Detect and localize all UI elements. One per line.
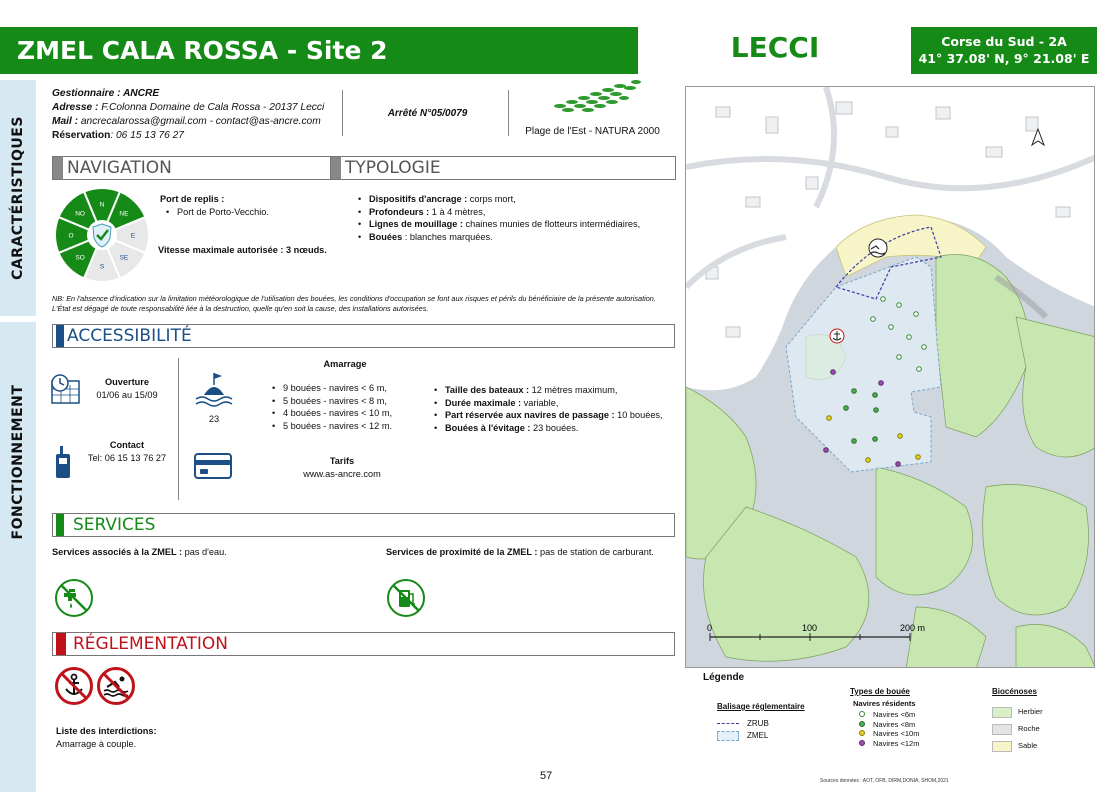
typo-label: Bouées <box>369 231 403 242</box>
zmel-zone <box>786 257 941 472</box>
typo-item <box>358 218 678 231</box>
buoy-count: 23 <box>208 414 220 424</box>
shield-check-icon <box>93 224 111 247</box>
section-marker <box>56 325 64 347</box>
typo-item <box>358 206 678 219</box>
tarifs-label: Tarifs <box>329 456 355 466</box>
payment-card-icon <box>194 453 232 479</box>
tarifs-block <box>282 455 402 480</box>
typo-label: Profondeurs : <box>369 206 430 217</box>
legend-type <box>859 710 919 720</box>
buoy-swatch <box>859 721 865 727</box>
detail-value: 12 mètres maximum, <box>529 385 618 395</box>
compass-label-e: E <box>130 232 136 240</box>
services-nearby-label: Services de proximité de la ZMEL : <box>386 547 538 557</box>
detail-item <box>434 397 679 410</box>
compass-label-o: O <box>68 232 74 240</box>
management-block <box>52 87 342 143</box>
type-label: Navires <8m <box>873 719 916 729</box>
no-swimming-icon <box>97 667 135 705</box>
detail-item <box>434 422 679 435</box>
buoy-item: • 4 bouées - navires < 10 m, <box>272 407 432 420</box>
compass-label-n: N <box>99 201 105 209</box>
detail-value: 10 bouées, <box>614 410 663 420</box>
legend-residents: Navires résidents <box>853 699 916 708</box>
calendar-clock-icon <box>49 373 81 405</box>
gestionnaire: Gestionnaire : ANCRE <box>52 88 160 99</box>
legend-bio <box>992 737 1043 754</box>
type-label: Navires <10m <box>873 729 920 738</box>
port-label: Port de replis : <box>160 194 225 204</box>
bio-label: Sable <box>1018 741 1038 750</box>
detail-value: 23 bouées. <box>530 422 579 433</box>
compass-label-so: SO <box>75 254 85 262</box>
typo-label: Dispositifs d'ancrage : <box>369 194 468 204</box>
detail-label: Bouées à l'évitage : <box>445 422 531 433</box>
typo-item <box>358 193 678 206</box>
legend-type <box>859 720 919 730</box>
arrete: Arrêté N°05/0079 <box>387 108 468 119</box>
detail-label: Taille des bateaux : <box>445 385 530 395</box>
interdictions-label: Liste des interdictions: <box>56 726 157 736</box>
divider <box>508 90 509 136</box>
services-nearby <box>386 546 686 559</box>
type-label: Navires <12m <box>873 738 920 748</box>
max-speed: Vitesse maximale autorisée : 3 nœuds. <box>158 245 327 255</box>
amarrage-details <box>434 384 679 434</box>
port-value: • Port de Porto-Vecchio. <box>166 206 340 219</box>
vhf-radio-icon <box>52 444 74 480</box>
typo-value: corps mort, <box>467 194 516 204</box>
legend-bio <box>992 720 1043 737</box>
typologie-list <box>358 193 678 243</box>
bio-swatch <box>992 741 1012 752</box>
legend-balisage-title: Balisage réglementaire <box>717 702 805 711</box>
section-header-typologie <box>330 156 676 180</box>
type-label: Navires <6m <box>873 710 916 719</box>
detail-item <box>434 409 679 422</box>
legend-zrub <box>717 719 769 728</box>
side-label-characteristics: CARACTÉRISTIQUES <box>10 116 26 280</box>
mail-value[interactable]: ancrecalarossa@gmail.com - contact@as-ancre.com <box>80 116 321 127</box>
scale-label: 200 m <box>900 623 926 633</box>
reservation-value: : 06 15 13 76 27 <box>110 130 184 141</box>
bio-swatch <box>992 724 1012 735</box>
interdictions-block <box>56 725 356 750</box>
natura-label: Plage de l'Est - NATURA 2000 <box>525 126 660 137</box>
adresse-label: Adresse : <box>52 102 99 113</box>
section-title: SERVICES <box>73 515 156 535</box>
legend-type <box>859 739 919 749</box>
compass-label-ne: NE <box>119 210 129 218</box>
typo-item <box>358 231 678 244</box>
region-box <box>911 27 1097 74</box>
legend-bio <box>992 703 1043 720</box>
section-marker <box>53 157 63 179</box>
adresse-value: F.Colonna Domaine de Cala Rossa - 20137 Lecci <box>101 102 325 113</box>
section-header-accessibilite <box>52 324 675 348</box>
compass-rose <box>53 186 151 284</box>
section-header-navigation <box>52 156 342 180</box>
side-band-characteristics <box>0 80 36 316</box>
no-water-icon <box>55 579 93 617</box>
bio-swatch <box>992 707 1012 718</box>
map-view[interactable] <box>685 86 1095 668</box>
legend-bio-list <box>992 703 1043 754</box>
detail-label: Part réservée aux navires de passage : <box>445 410 615 420</box>
divider <box>178 358 179 500</box>
section-header-reglementation <box>52 632 675 656</box>
port-block <box>160 193 340 218</box>
map-canvas <box>686 87 1095 668</box>
buoy-swatch <box>859 711 865 717</box>
section-title: NAVIGATION <box>67 158 172 178</box>
section-header-services <box>52 513 675 537</box>
compass-label-se: SE <box>119 254 129 262</box>
mail-label: Mail : <box>52 116 79 127</box>
section-marker <box>56 514 64 536</box>
section-title: TYPOLOGIE <box>345 158 441 178</box>
bio-label: Herbier <box>1018 707 1043 716</box>
services-associated-label: Services associés à la ZMEL : <box>52 547 183 557</box>
ouverture-block <box>82 376 172 401</box>
coordinates: 41° 37.08' N, 9° 21.08' E <box>918 51 1090 66</box>
scale-label: 100 <box>802 623 818 633</box>
buoy-item: • 9 bouées - navires < 6 m, <box>272 382 432 395</box>
buoy-list <box>272 382 432 432</box>
disclaimer-note: NB: En l'absence d'indication sur la limitation météorologique de l'utilisation des bouées, les conditions d'occupation se font aux risques et périls du bénéficiaire de la présente autorisation. L'État est dégagé de toute responsabilité liée à la destruction, quelle qu'en soit la cause, des installations autorisées. <box>52 294 656 313</box>
zrub-swatch <box>717 723 739 724</box>
no-anchoring-icon <box>55 667 93 705</box>
buoy-item: • 5 bouées - navires < 12 m. <box>272 420 432 433</box>
region-label: Corse du Sud - 2A <box>941 34 1067 49</box>
amarrage-label: Amarrage <box>323 359 367 369</box>
ouverture-value: 01/06 au 15/09 <box>96 389 158 400</box>
legend-types-list <box>859 710 919 748</box>
side-label-operation: FONCTIONNEMENT <box>10 384 26 540</box>
buoy-item: • 5 bouées - navires < 8 m, <box>272 395 432 408</box>
divider <box>342 90 343 136</box>
zmel-label: ZMEL <box>747 731 769 741</box>
typo-label: Lignes de mouillage : <box>369 219 463 229</box>
detail-item <box>434 384 679 397</box>
tarifs-link[interactable]: www.as-ancre.com <box>303 468 381 479</box>
scale-label: 0 <box>707 623 713 633</box>
mooring-buoy-icon <box>192 371 236 407</box>
legend-zmel <box>717 731 768 741</box>
typo-value: 1 à 4 mètres, <box>429 206 486 217</box>
interdictions-value: Amarrage à couple. <box>56 738 137 749</box>
section-title: RÉGLEMENTATION <box>73 634 228 654</box>
buoy-swatch <box>859 740 865 746</box>
ouverture-label: Ouverture <box>105 377 149 387</box>
services-associated <box>52 546 382 559</box>
services-nearby-value: pas de station de carburant. <box>537 547 654 557</box>
page-title: ZMEL CALA ROSSA - Site 2 <box>0 27 638 74</box>
buoy-swatch <box>859 730 865 736</box>
contact-label: Contact <box>109 440 145 450</box>
legend-type <box>859 729 919 739</box>
services-associated-value: pas d'eau. <box>182 547 227 557</box>
compass-label-s: S <box>99 263 105 271</box>
page-number: 57 <box>540 770 553 782</box>
detail-value: variable, <box>521 397 559 408</box>
reservation-label: Réservation <box>52 130 111 141</box>
legend-title: Légende <box>703 672 745 683</box>
data-sources: Sources données : AOT, OFB, DIRM,DONIA, SHOM,2021 <box>820 778 949 784</box>
typo-value: chaines munies de flotteurs intermédiaires, <box>462 219 641 229</box>
contact-value: Tel: 06 15 13 76 27 <box>87 452 167 463</box>
section-marker <box>56 633 66 655</box>
side-band-operation <box>0 322 36 792</box>
zmel-swatch <box>717 731 739 741</box>
commune-name: LECCI <box>730 31 820 64</box>
legend-bio-title: Biocénoses <box>992 687 1037 696</box>
fish-school-icon <box>548 78 648 118</box>
section-marker <box>331 157 341 179</box>
legend-types-title: Types de bouée <box>850 687 910 696</box>
contact-block <box>82 439 172 464</box>
typo-value: : blanches marquées. <box>402 231 493 242</box>
bio-label: Roche <box>1018 724 1040 733</box>
map-legend <box>703 672 1097 792</box>
section-title: ACCESSIBILITÉ <box>67 326 192 346</box>
detail-label: Durée maximale : <box>445 397 522 408</box>
compass-label-no: NO <box>75 210 85 218</box>
no-fuel-icon <box>387 579 425 617</box>
zrub-label: ZRUB <box>747 719 769 728</box>
